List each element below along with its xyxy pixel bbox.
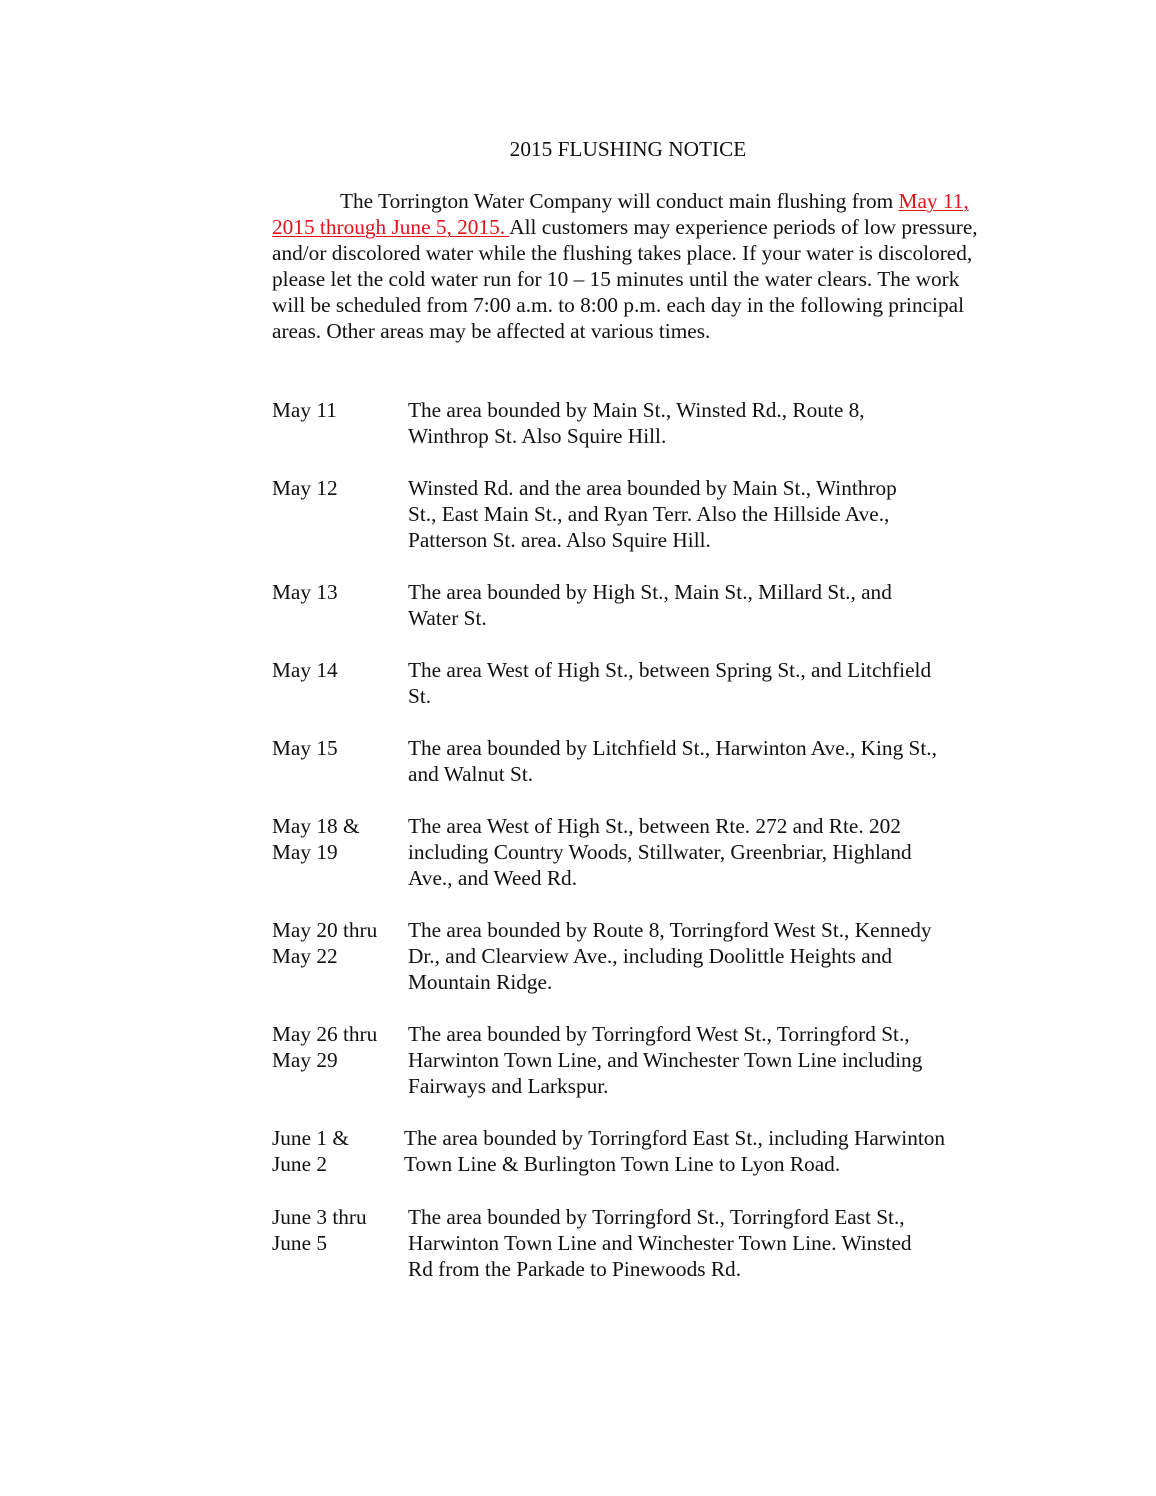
schedule-date: May 26 thru May 29: [272, 1022, 378, 1072]
schedule-date: May 18 & May 19: [272, 814, 360, 864]
schedule-description: The area bounded by Main St., Winsted Rd., Route 8, Winthrop St. Also Squire Hill.: [408, 398, 865, 448]
schedule-description: The area West of High St., between Rte. 272 and Rte. 202 including Country Woods, Stillwater, Greenbriar, Highland Ave., and Weed Rd.: [408, 814, 912, 890]
schedule-date: May 11: [272, 398, 337, 422]
schedule-description: The area West of High St., between Spring St., and Litchfield St.: [408, 658, 932, 708]
intro-text-after: All customers may experience periods of low pressure, and/or discolored water while the flushing takes place. If your water is discolored, please let the cold water run for 10 – 15 minutes until the water clears. The work will be scheduled from 7:00 a.m. to 8:00 p.m. each day in the following principal areas. Other areas may be affected at various times.: [272, 215, 978, 343]
schedule-description: The area bounded by Litchfield St., Harwinton Ave., King St., and Walnut St.: [408, 736, 937, 786]
intro-text-before: The Torrington Water Company will conduct main flushing from: [340, 189, 899, 213]
schedule-date: June 1 & June 2: [272, 1126, 349, 1176]
schedule-date: May 14: [272, 658, 338, 682]
schedule-description: The area bounded by Torringford St., Torringford East St., Harwinton Town Line and Winchester Town Line. Winsted Rd from the Parkade to Pinewoods Rd.: [408, 1205, 912, 1281]
schedule-description: The area bounded by Torringford East St., including Harwinton Town Line & Burlington Town Line to Lyon Road.: [404, 1126, 946, 1176]
intro-paragraph: [272, 188, 992, 344]
schedule-date: May 20 thru May 22: [272, 918, 378, 968]
schedule-description: Winsted Rd. and the area bounded by Main St., Winthrop St., East Main St., and Ryan Terr. Also the Hillside Ave., Patterson St. area. Also Squire Hill.: [408, 476, 897, 552]
date-range-highlight: May 11, 2015 through June 5, 2015.: [272, 189, 969, 239]
schedule-date: May 12: [272, 476, 338, 500]
document-title: 2015 FLUSHING NOTICE: [509, 137, 747, 161]
schedule-date: May 13: [272, 580, 338, 604]
schedule-description: The area bounded by High St., Main St., Millard St., and Water St.: [408, 580, 892, 630]
schedule-date: June 3 thru June 5: [272, 1205, 367, 1255]
schedule-description: The area bounded by Route 8, Torringford West St., Kennedy Dr., and Clearview Ave., including Doolittle Heights and Mountain Ridge.: [408, 918, 932, 994]
schedule-description: The area bounded by Torringford West St., Torringford St., Harwinton Town Line, and Winchester Town Line including Fairways and Larkspur.: [408, 1022, 923, 1098]
schedule-date: May 15: [272, 736, 338, 760]
